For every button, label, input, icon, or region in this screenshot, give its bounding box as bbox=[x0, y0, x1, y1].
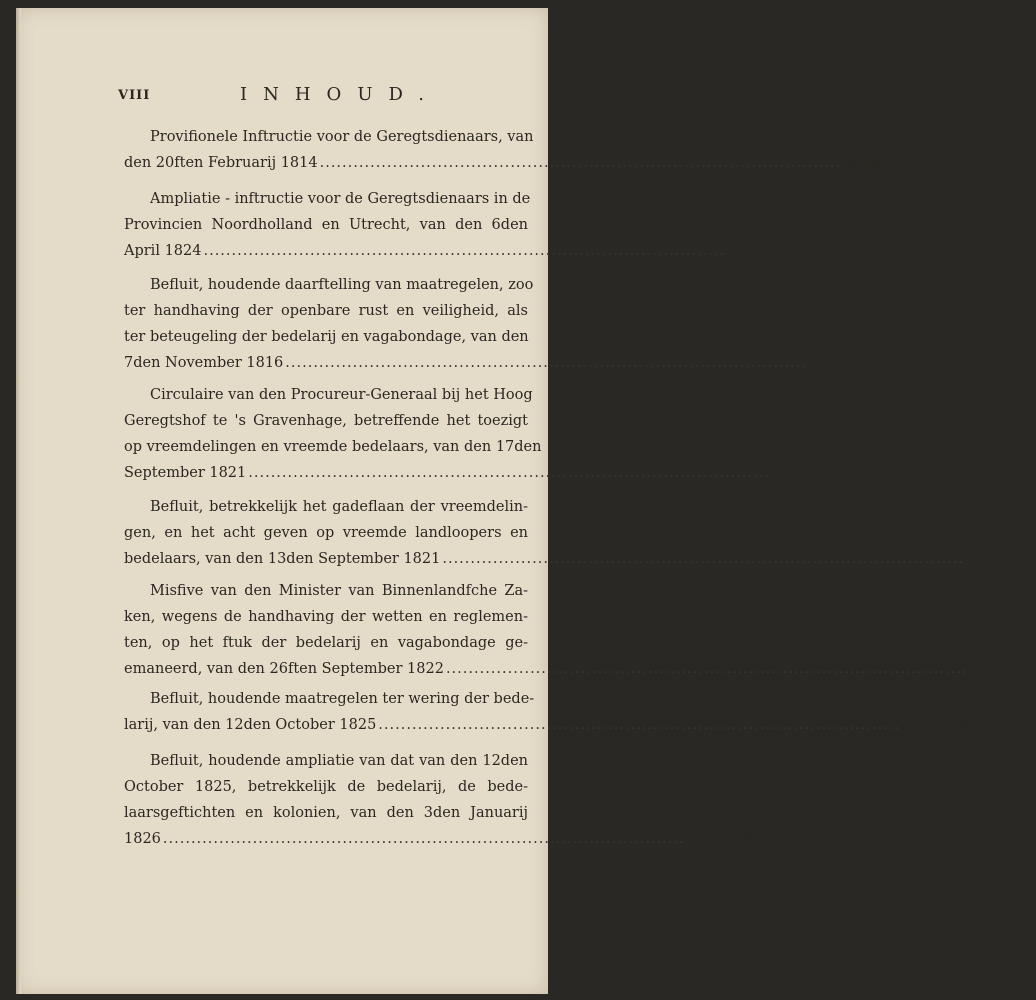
page-number: VIII bbox=[118, 88, 151, 103]
entry-line: October 1825, betrekkelijk de bedelarij, de bede- bbox=[124, 779, 528, 795]
toc-entry bbox=[124, 124, 916, 176]
entry-line: ter beteugeling der bedelarij en vagabondage, van den bbox=[124, 329, 529, 345]
toc-entry bbox=[124, 272, 875, 376]
entry-page: » 31 bbox=[1000, 551, 1033, 567]
dot-leader: ............................................................................................. bbox=[442, 551, 965, 567]
entry-page: » 38 bbox=[720, 831, 753, 847]
running-title: INHOUD. bbox=[240, 84, 440, 105]
entry-line: laarsgeftichten en kolonien, van den 3den Januarij bbox=[124, 805, 528, 821]
entry-last-line bbox=[124, 826, 753, 852]
page-header bbox=[16, 84, 548, 114]
entry-line: Befluit, betrekkelijk het gadeflaan der vreemdelin- bbox=[150, 499, 528, 515]
entry-line: ten, op het ftuk der bedelarij en vagabondage ge- bbox=[124, 635, 528, 651]
toc-entry bbox=[124, 186, 794, 264]
entry-line: den 20ften Februarij 1814 bbox=[124, 155, 318, 171]
entry-last-line bbox=[124, 350, 875, 376]
toc-entry bbox=[124, 382, 838, 486]
entry-line: April 1824 bbox=[124, 243, 202, 259]
entry-line: op vreemdelingen en vreemde bedelaars, van den 17den bbox=[124, 439, 542, 455]
entry-line: bedelaars, van den 13den September 1821 bbox=[124, 551, 441, 567]
entry-line: Provincien Noordholland en Utrecht, van den 6den bbox=[124, 217, 528, 233]
dot-leader: ............................................................................................. bbox=[378, 717, 900, 733]
entry-page: » 33 bbox=[1003, 661, 1036, 677]
entry-line: emaneerd, van den 26ften September 1822 bbox=[124, 661, 444, 677]
entry-line: gen, en het acht geven op vreemde landloopers en bbox=[124, 525, 528, 541]
dot-leader: ............................................................................................. bbox=[319, 155, 842, 171]
entry-line: larij, van den 12den October 1825 bbox=[124, 717, 377, 733]
entry-line: Misfive van den Minister van Binnenlandfche Za- bbox=[150, 583, 528, 599]
book-page bbox=[16, 8, 1036, 994]
entry-line: Ampliatie - inftructie voor de Geregtsdienaars in de bbox=[150, 191, 531, 207]
entry-page: » 34 bbox=[936, 717, 968, 733]
dot-leader: ............................................................................................. bbox=[162, 831, 685, 847]
entry-page: » 29 bbox=[805, 465, 838, 481]
entry-line: 7den November 1816 bbox=[124, 355, 284, 371]
dot-leader: ............................................................................................. bbox=[285, 355, 807, 371]
entry-last-line bbox=[124, 460, 838, 486]
entry-last-line bbox=[124, 656, 1036, 682]
dot-leader: ............................................................................................. bbox=[203, 243, 726, 259]
entry-line: Befluit, houdende maatregelen ter wering der bede- bbox=[150, 691, 535, 707]
entry-page: » 19 bbox=[761, 243, 794, 259]
page-edge bbox=[16, 8, 21, 994]
entry-line: September 1821 bbox=[124, 465, 247, 481]
dot-leader: ............................................................................................. bbox=[445, 661, 968, 677]
entry-page: Bladz. 16 bbox=[847, 155, 916, 171]
entry-line: ken, wegens de handhaving der wetten en reglemen- bbox=[124, 609, 528, 625]
entry-line: Provifionele Inftructie voor de Geregtsdienaars, van bbox=[150, 129, 534, 145]
entry-line: ter handhaving der openbare rust en veiligheid, als bbox=[124, 303, 528, 319]
entry-last-line bbox=[124, 712, 968, 738]
entry-line: 1826 bbox=[124, 831, 161, 847]
entry-line: Geregtshof te 's Gravenhage, betreffende het toezigt bbox=[124, 413, 528, 429]
toc-entry bbox=[124, 578, 1036, 682]
entry-last-line bbox=[124, 150, 916, 176]
toc-entry bbox=[124, 748, 753, 852]
entry-line: Befluit, houdende daarftelling van maatregelen, zoo bbox=[150, 277, 534, 293]
entry-last-line bbox=[124, 546, 1033, 572]
entry-last-line bbox=[124, 238, 794, 264]
toc-entry bbox=[124, 494, 1033, 572]
toc-entry bbox=[124, 686, 968, 738]
entry-page: » 26 bbox=[843, 355, 875, 371]
entry-line: Circulaire van den Procureur-Generaal bij het Hoog bbox=[150, 387, 533, 403]
entry-line: Befluit, houdende ampliatie van dat van den 12den bbox=[150, 753, 528, 769]
dot-leader: ............................................................................................. bbox=[248, 465, 770, 481]
